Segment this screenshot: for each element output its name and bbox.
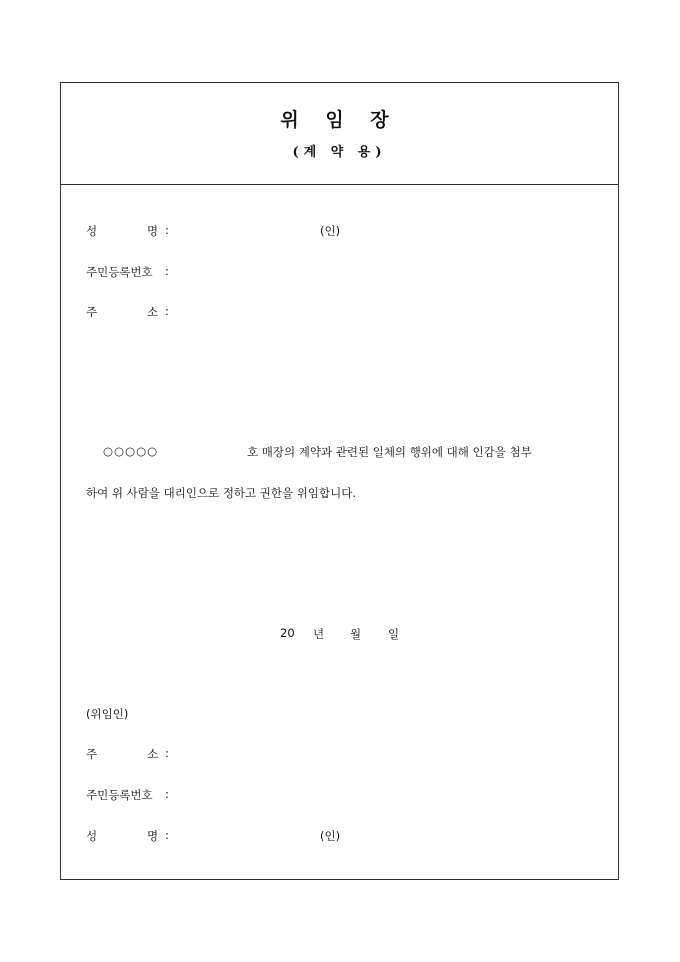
principal-addr-colon: : [165, 746, 169, 760]
principal-addr-label-2: 소 [147, 747, 159, 761]
principal-id-label: 주민등록번호 [86, 788, 153, 802]
principal-heading: (위임인) [86, 707, 129, 721]
agent-id-colon: : [165, 264, 169, 278]
agent-addr-colon: : [165, 304, 169, 318]
agent-name-label-2: 명 [147, 224, 159, 238]
document-header [61, 83, 618, 185]
date-year: 20 [280, 626, 295, 640]
agent-addr-label-1: 주 [86, 305, 98, 319]
principal-name-label-1: 성 [86, 829, 98, 843]
principal-name-label-2: 명 [147, 829, 159, 843]
document-title: 위 임 장 [280, 109, 399, 131]
agent-addr-label-2: 소 [147, 305, 159, 319]
principal-seal: (인) [320, 829, 341, 843]
principal-addr-label-1: 주 [86, 747, 98, 761]
date-year-unit: 년 [313, 627, 325, 641]
agent-id-label: 주민등록번호 [86, 265, 153, 279]
document-frame [60, 82, 619, 880]
date-day-unit: 일 [388, 627, 400, 641]
agent-seal: (인) [320, 224, 341, 238]
store-number-placeholder: ○○○○○ [103, 444, 159, 458]
principal-name-colon: : [165, 828, 169, 842]
principal-id-colon: : [165, 787, 169, 801]
agent-name-colon: : [165, 223, 169, 237]
agent-name-label-1: 성 [86, 224, 98, 238]
body-line-2: 하여 위 사람을 대리인으로 정하고 권한을 위임합니다. [86, 486, 356, 500]
body-line-1: 호 매장의 계약과 관련된 일체의 행위에 대해 인감을 첨부 [247, 445, 532, 459]
date-month-unit: 월 [350, 627, 362, 641]
document-subtitle: (계 약 용) [292, 145, 387, 160]
